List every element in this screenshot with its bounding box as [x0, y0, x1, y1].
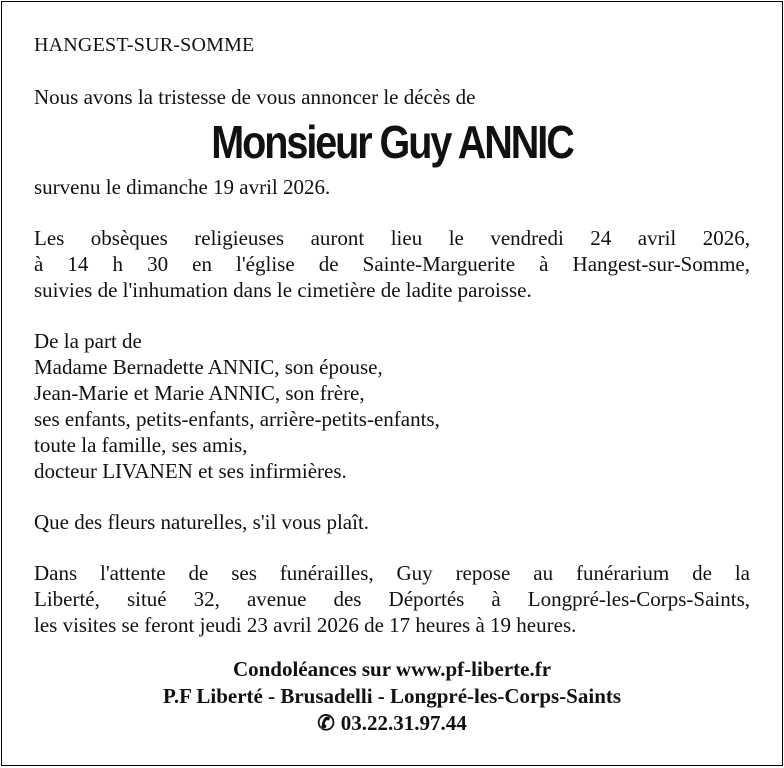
town-heading: HANGEST-SUR-SOMME	[34, 34, 255, 56]
family-member-4: toute la famille, ses amis,	[34, 433, 248, 457]
flowers-text: Que des fleurs naturelles, s'il vous plaît.	[34, 510, 370, 534]
visits-line-2: Liberté, situé 32, avenue des Déportés à Longpré-les-Corps-Saints,	[34, 587, 750, 611]
visits-line-3: les visites se feront jeudi 23 avril 2026 de 17 heures à 19 heures.	[34, 613, 577, 637]
family-member-2: Jean-Marie et Marie ANNIC, son frère,	[34, 381, 365, 405]
funeral-paragraph	[34, 225, 750, 303]
funeral-line-1: Les obsèques religieuses auront lieu le vendredi 24 avril 2026,	[34, 226, 750, 250]
condolences-line: Condoléances sur www.pf-liberte.fr	[232, 657, 552, 681]
family-member-5: docteur LIVANEN et ses infirmières.	[34, 459, 347, 483]
phone-icon: ✆	[317, 711, 335, 735]
family-paragraph	[34, 328, 750, 484]
phone-line	[34, 710, 750, 737]
visits-paragraph	[34, 560, 750, 638]
funeral-line-3: suivies de l'inhumation dans le cimetière de ladite paroisse.	[34, 278, 532, 302]
family-member-3: ses enfants, petits-enfants, arrière-petits-enfants,	[34, 407, 440, 431]
deceased-name: Monsieur Guy ANNIC	[211, 116, 573, 168]
death-date-text: survenu le dimanche 19 avril 2026.	[34, 175, 331, 199]
company-line: P.F Liberté - Brusadelli - Longpré-les-Corps-Saints	[162, 684, 622, 708]
funeral-line-2: à 14 h 30 en l'église de Sainte-Marguerite à Hangest-sur-Somme,	[34, 252, 750, 276]
obituary-notice	[1, 1, 783, 766]
family-member-1: Madame Bernadette ANNIC, son épouse,	[34, 355, 383, 379]
intro-text: Nous avons la tristesse de vous annoncer le décès de	[34, 85, 476, 109]
funeral-home-footer	[34, 656, 750, 737]
family-lead: De la part de	[34, 329, 142, 353]
visits-line-1: Dans l'attente de ses funérailles, Guy repose au funérarium de la	[34, 561, 750, 585]
phone-number: 03.22.31.97.44	[340, 711, 467, 735]
